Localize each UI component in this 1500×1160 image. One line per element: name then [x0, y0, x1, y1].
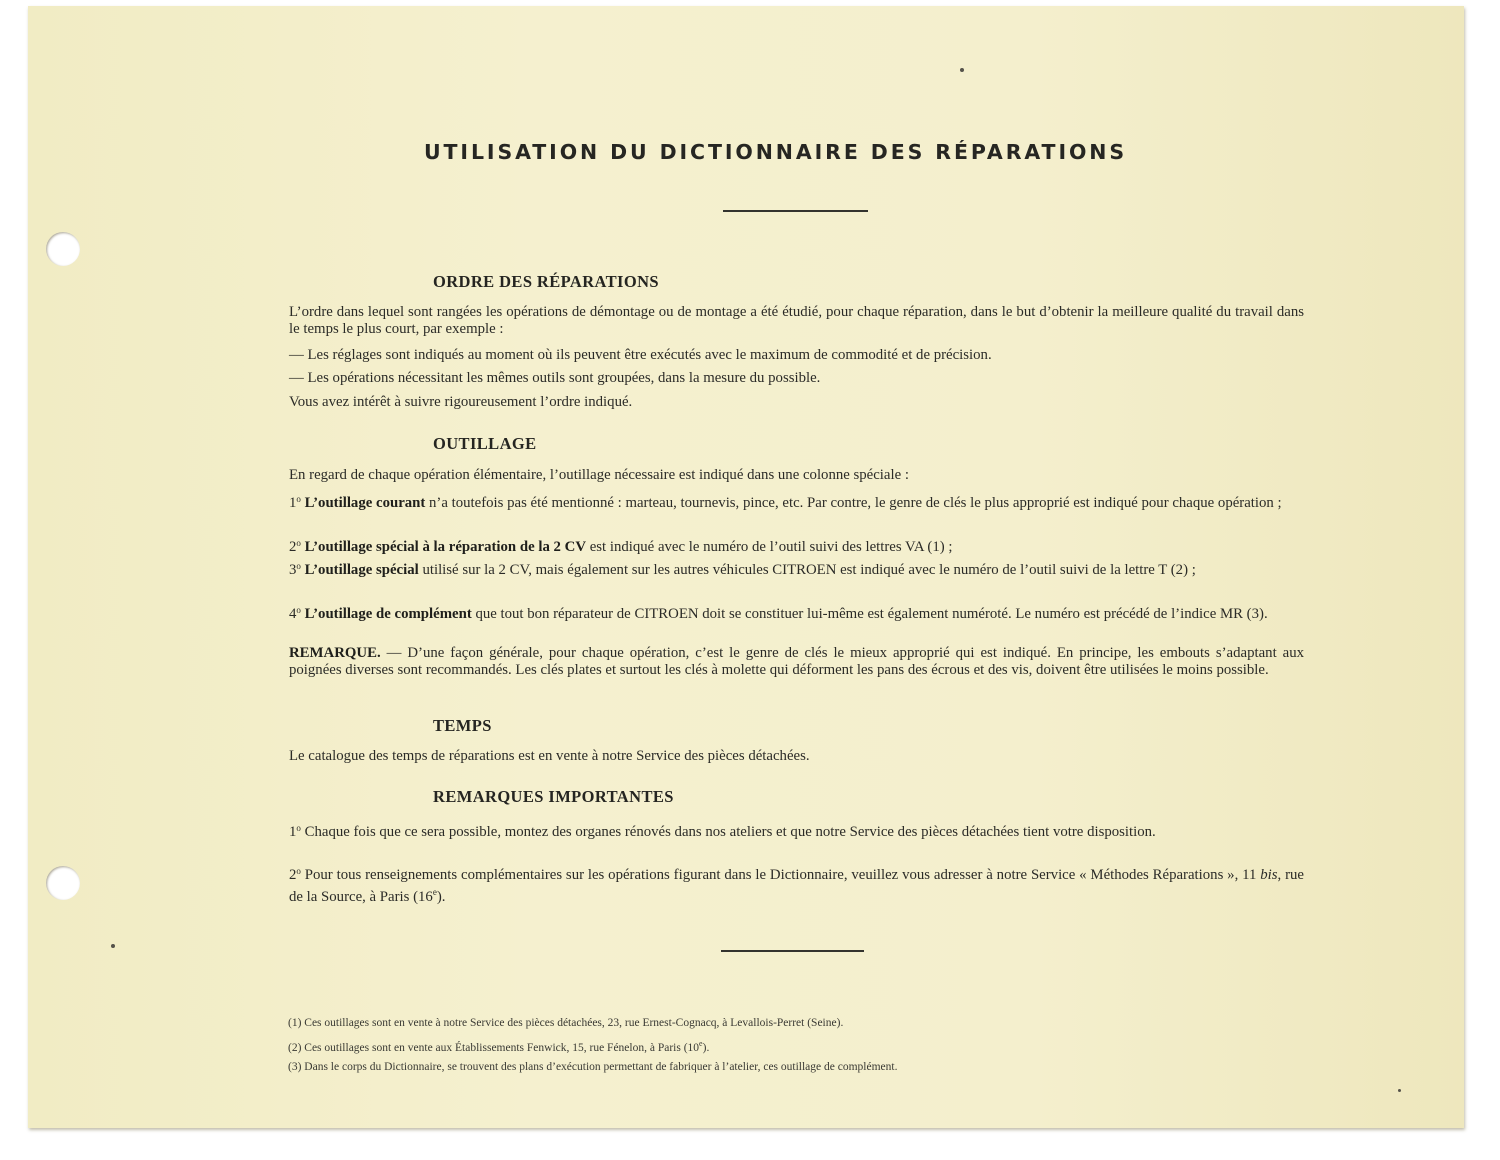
item-italic: bis — [1260, 867, 1278, 883]
punch-hole-bottom — [46, 866, 80, 900]
item-bold-label: L’outillage spécial — [304, 562, 419, 578]
item-text: utilisé sur la 2 CV, mais également sur les autres véhicules CITROEN est indiqué avec le numéro de l’outil suivi de la lettre T (2) ; — [418, 562, 1196, 578]
page-title: UTILISATION DU DICTIONNAIRE DES RÉPARATIONS — [424, 140, 1128, 164]
outillage-intro: En regard de chaque opération élémentaire, l’outillage nécessaire est indiqué dans une colonne spéciale : — [289, 467, 909, 483]
item-number: 1$^o$ — [289, 823, 301, 840]
item-text: Chaque fois que ce sera possible, montez des organes rénovés dans nos ateliers et que notre Service des pièces détachées tient votre disposition. — [300, 824, 1156, 840]
item-number: 2$^o$ — [289, 538, 301, 555]
temps-text: Le catalogue des temps de réparations est en vente à notre Service des pièces détachées. — [289, 748, 810, 764]
item-number: 1$^o$ — [289, 494, 301, 511]
ordre-bullet-2: — Les opérations nécessitant les mêmes outils sont groupées, dans la mesure du possible. — [289, 370, 821, 386]
punch-hole-top — [46, 232, 80, 266]
item-text: n’a toutefois pas été mentionné : marteau, tournevis, pince, etc. Par contre, le genre de clés le plus approprié est indiqué pour chaque opération ; — [425, 495, 1282, 511]
item-bold-label: L’outillage courant — [304, 495, 426, 511]
outillage-remark — [289, 645, 1304, 679]
ordre-intro: L’ordre dans lequel sont rangées les opérations de démontage ou de montage a été étudié, pour chaque réparation, dans le but d’obtenir la meilleure qualité du travail dans le temps le plus court, par exemple : — [289, 304, 1304, 337]
outillage-item-1 — [289, 491, 1304, 512]
paper-speck — [960, 68, 964, 72]
item-text: est indiqué avec le numéro de l’outil suivi des lettres VA (1) ; — [586, 539, 953, 555]
item-number: 3$^o$ — [289, 561, 301, 578]
footnote-1: (1) Ces outillages sont en vente à notre Service des pièces détachées, 23, rue Ernest-Cognacq, à Levallois-Perret (Seine). — [288, 1017, 844, 1029]
item-bold-label: L’outillage de complément — [304, 606, 472, 622]
item-text: que tout bon réparateur de CITROEN doit se constituer lui-même est également numéroté. Le numéro est précédé de l’indice MR (3). — [471, 606, 1268, 622]
bottom-divider — [721, 950, 864, 952]
outillage-item-2 — [289, 535, 1304, 556]
item-number: 2$^o$ — [289, 866, 301, 883]
item-bold-label: L’outillage spécial à la réparation de la 2 CV — [304, 539, 587, 555]
remarques-item-1 — [289, 820, 1304, 841]
paper-speck — [111, 944, 115, 948]
footnote-3: (3) Dans le corps du Dictionnaire, se trouvent des plans d’exécution permettant de fabriquer à l’atelier, ces outillage de complément. — [288, 1060, 898, 1073]
remarques-item-2: 2$^o$ Pour tous renseignements complémentaires sur les opérations figurant dans le Dictionnaire, veuillez vous adresser à notre Service « Méthodes Réparations », 11 bis, rue de la Source, à Paris (16e). — [289, 866, 1304, 905]
heading-temps: TEMPS — [433, 716, 492, 735]
remark-label: REMARQUE. — [289, 645, 381, 661]
ordre-bullet-1: — Les réglages sont indiqués au moment où ils peuvent être exécutés avec le maximum de commodité et de précision. — [289, 347, 992, 363]
item-number: 4$^o$ — [289, 605, 301, 622]
scanned-page — [28, 6, 1464, 1128]
heading-ordre: ORDRE DES RÉPARATIONS — [433, 272, 659, 291]
item-text: Pour tous renseignements complémentaires sur les opérations figurant dans le Dictionnaire, veuillez vous adresser à notre Service « Méthodes Réparations », 11 — [300, 867, 1261, 883]
footnotes — [288, 1014, 1288, 1077]
title-divider — [723, 210, 868, 212]
outillage-item-4 — [289, 602, 1304, 623]
footnote-2: (2) Ces outillages sont en vente aux Établissements Fenwick, 15, rue Fénelon, à Paris (10e). — [288, 1038, 710, 1054]
paper-speck — [1398, 1089, 1401, 1092]
heading-remarques: REMARQUES IMPORTANTES — [433, 787, 674, 806]
remark-text: — D’une façon générale, pour chaque opération, c’est le genre de clés le mieux approprié qui est indiqué. En principe, les embouts s’adaptant aux poignées diverses sont recommandés. Les clés plates et surtout les clés à molette qui déforment les pans des écrous et des vis, doivent être utilisées le moins possible. — [289, 645, 1304, 678]
heading-outillage: OUTILLAGE — [433, 434, 537, 453]
ordre-conclusion: Vous avez intérêt à suivre rigoureusement l’ordre indiqué. — [289, 394, 633, 410]
outillage-item-3 — [289, 558, 1304, 579]
